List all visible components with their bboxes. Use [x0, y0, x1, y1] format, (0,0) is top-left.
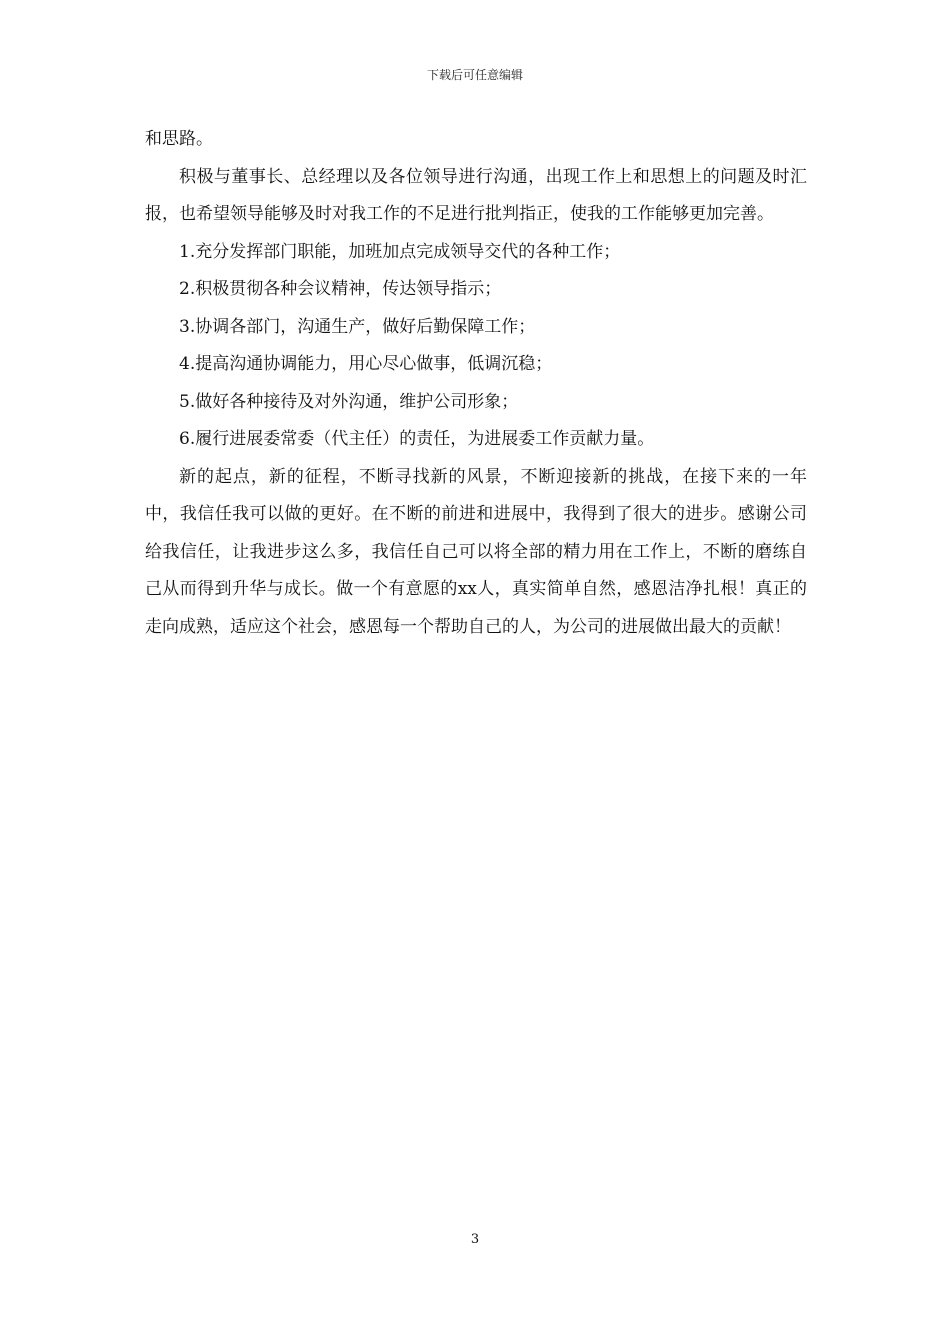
list-item-6: 6.履行进展委常委（代主任）的责任，为进展委工作贡献力量。: [179, 429, 655, 449]
paragraph-continuation: 和思路。: [145, 129, 213, 149]
list-item-2: 2.积极贯彻各种会议精神，传达领导指示；: [179, 279, 502, 299]
list-item-1: 1.充分发挥部门职能，加班加点完成领导交代的各种工作；: [179, 241, 621, 262]
page-number: 3: [470, 1232, 480, 1247]
list-item-5: 5.做好各种接待及对外沟通，维护公司形象；: [179, 391, 519, 412]
list-item-4: 4.提高沟通协调能力，用心尽心做事，低调沉稳；: [179, 354, 553, 374]
paragraph-communication: 积极与董事长、总经理以及各位领导进行沟通，出现工作上和思想上的问题及时汇报，也希望领导能够及时对我工作的不足进行批判指正，使我的工作能够更加完善。: [145, 166, 807, 224]
list-item-3: 3.协调各部门，沟通生产，做好后勤保障工作；: [179, 316, 536, 337]
document-body: [145, 121, 807, 646]
page-header: 下载后可任意编辑: [426, 68, 523, 82]
paragraph-closing: 新的起点，新的征程，不断寻找新的风景，不断迎接新的挑战，在接下来的一年中，我信任我可以做的更好。在不断的前进和进展中，我得到了很大的进步。感谢公司给我信任，让我进步这么多，我信任自己可以将全部的精力用在工作上，不断的磨练自己从而得到升华与成长。做一个有意愿的xx人，真实简单自然，感恩洁净扎根！真正的走向成熟，适应这个社会，感恩每一个帮助自己的人，为公司的进展做出最大的贡献！: [145, 466, 807, 637]
